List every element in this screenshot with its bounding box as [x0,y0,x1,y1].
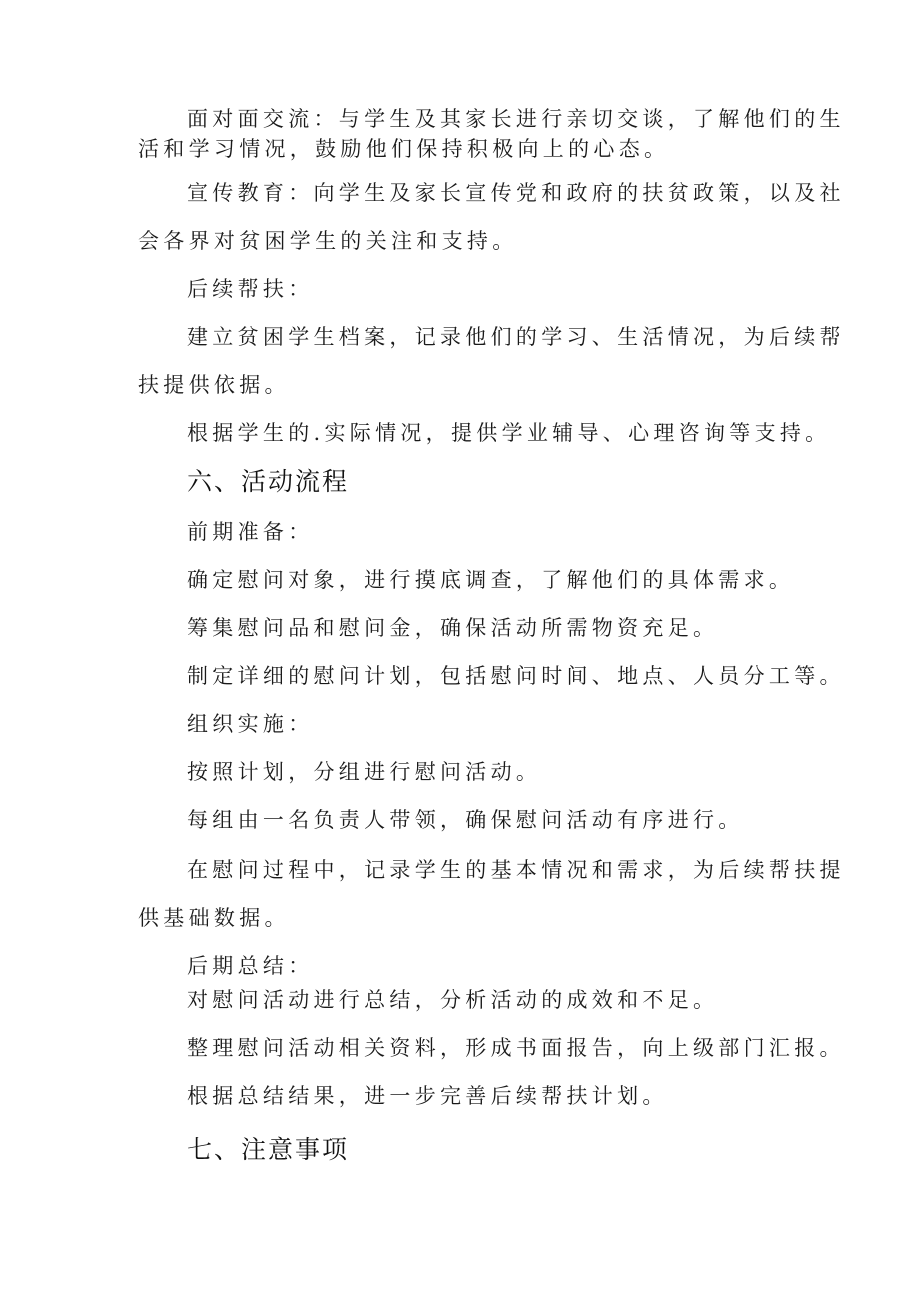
paragraph-prep-1: 确定慰问对象，进行摸底调查，了解他们的具体需求。 [187,568,795,592]
paragraph-summary-3: 根据总结结果，进一步完善后续帮扶计划。 [187,1084,668,1108]
paragraph-support: 根据学生的.实际情况，提供学业辅导、心理咨询等支持。 [187,421,831,445]
heading-section-7: 七、注意事项 [187,1135,350,1164]
paragraph-impl-3-line-1: 在慰问过程中，记录学生的基本情况和需求，为后续帮扶提 [187,858,845,882]
label-impl: 组织实施： [187,712,314,736]
paragraph-archive-line-1: 建立贫困学生档案，记录他们的学习、生活情况，为后续帮 [187,325,845,349]
paragraph-impl-1: 按照计划，分组进行慰问活动。 [187,760,542,784]
paragraph-impl-3-line-2: 供基础数据。 [138,906,290,930]
heading-section-6: 六、活动流程 [187,467,350,496]
paragraph-prep-2: 筹集慰问品和慰问金，确保活动所需物资充足。 [187,616,719,640]
paragraph-impl-2: 每组由一名负责人带领，确保慰问活动有序进行。 [187,808,744,832]
paragraph-publicity-line-2: 会各界对贫困学生的关注和支持。 [138,229,518,253]
paragraph-publicity-line-1: 宣传教育：向学生及家长宣传党和政府的扶贫政策，以及社 [187,181,845,205]
paragraph-face-to-face-line-2: 活和学习情况，鼓励他们保持积极向上的心态。 [138,137,670,161]
paragraph-face-to-face-line-1: 面对面交流：与学生及其家长进行亲切交谈，了解他们的生 [187,107,845,131]
label-followup: 后续帮扶： [187,277,314,301]
label-prep: 前期准备： [187,520,314,544]
paragraph-summary-1: 对慰问活动进行总结，分析活动的成效和不足。 [187,988,719,1012]
label-summary: 后期总结： [187,954,314,978]
paragraph-summary-2: 整理慰问活动相关资料，形成书面报告，向上级部门汇报。 [187,1036,845,1060]
paragraph-archive-line-2: 扶提供依据。 [138,373,290,397]
paragraph-prep-3: 制定详细的慰问计划，包括慰问时间、地点、人员分工等。 [187,664,845,688]
